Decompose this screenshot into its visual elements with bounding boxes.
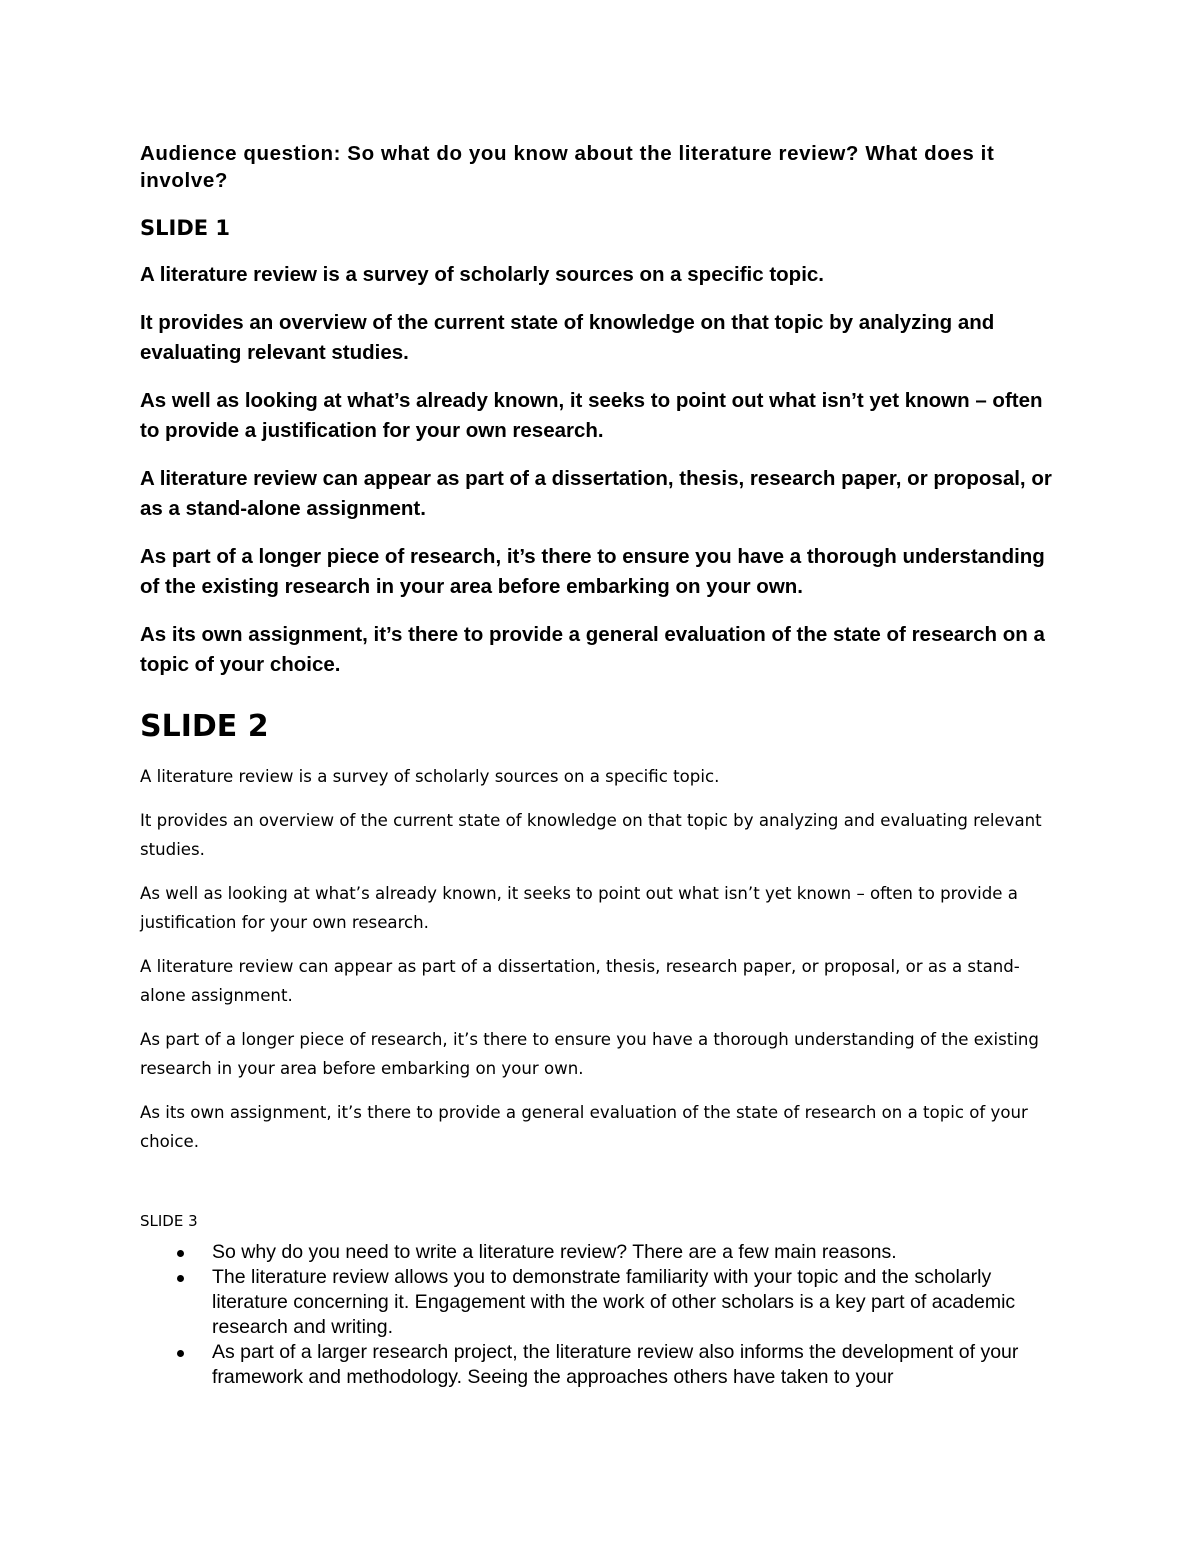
bullet-icon: [177, 1350, 184, 1357]
bullet-icon: [177, 1275, 184, 1282]
slide-2-paragraph: A literature review is a survey of scholarly sources on a specific topic.: [140, 766, 720, 786]
slide-2-section: [140, 707, 1065, 1157]
slide-2-paragraph: It provides an overview of the current state of knowledge on that topic by analyzing and evaluating relevant studies.: [140, 811, 1042, 859]
slide-1-paragraph: It provides an overview of the current state of knowledge on that topic by analyzing and evaluating relevant studies.: [140, 310, 995, 364]
slide-2-paragraph: As well as looking at what’s already known, it seeks to point out what isn’t yet known – often to provide a justification for your own research.: [140, 884, 1018, 932]
slide-2-paragraph: As its own assignment, it’s there to provide a general evaluation of the state of research on a topic of your choice.: [140, 1103, 1028, 1151]
slide-1-paragraph: As its own assignment, it’s there to provide a general evaluation of the state of research on a topic of your choice.: [140, 622, 1045, 676]
bullet-list-item: [140, 1340, 1065, 1390]
audience-question: Audience question: So what do you know about the literature review? What does it involve?: [140, 142, 995, 192]
document-body: [140, 140, 1065, 1390]
bullet-icon: [177, 1250, 184, 1257]
bullet-list-item: [140, 1240, 1065, 1265]
bullet-list-item: [140, 1265, 1065, 1340]
slide-3-heading: SLIDE 3: [140, 1212, 198, 1230]
bullet-text: As part of a larger research project, the literature review also informs the development of your framework and methodology. Seeing the approaches others have taken to your: [212, 1341, 1019, 1388]
bullet-text: The literature review allows you to demonstrate familiarity with your topic and the scholarly literature concerning it. Engagement with the work of other scholars is a key part of academic research and writing.: [212, 1266, 1016, 1338]
slide-3-section: [140, 1210, 1065, 1390]
slide-1-paragraph: A literature review is a survey of scholarly sources on a specific topic.: [140, 263, 824, 286]
slide-1-paragraph: As part of a longer piece of research, it’s there to ensure you have a thorough understanding of the existing research in your area before embarking on your own.: [140, 544, 1045, 598]
slide-1-paragraph: A literature review can appear as part of a dissertation, thesis, research paper, or proposal, or as a stand-alone assignment.: [140, 466, 1052, 520]
slide-2-paragraph: As part of a longer piece of research, it’s there to ensure you have a thorough understanding of the existing research in your area before embarking on your own.: [140, 1030, 1039, 1078]
slide-2-heading: SLIDE 2: [140, 708, 269, 744]
slide-1-heading: SLIDE 1: [140, 216, 231, 240]
slide-2-paragraph: A literature review can appear as part of a dissertation, thesis, research paper, or proposal, or as a stand-alone assignment.: [140, 957, 1020, 1005]
slide-3-bullet-list: [140, 1240, 1065, 1390]
bullet-text: So why do you need to write a literature review? There are a few main reasons.: [212, 1241, 897, 1263]
slide-1-section: [140, 214, 1065, 681]
slide-1-paragraph: As well as looking at what’s already known, it seeks to point out what isn’t yet known – often to provide a justification for your own research.: [140, 388, 1043, 442]
